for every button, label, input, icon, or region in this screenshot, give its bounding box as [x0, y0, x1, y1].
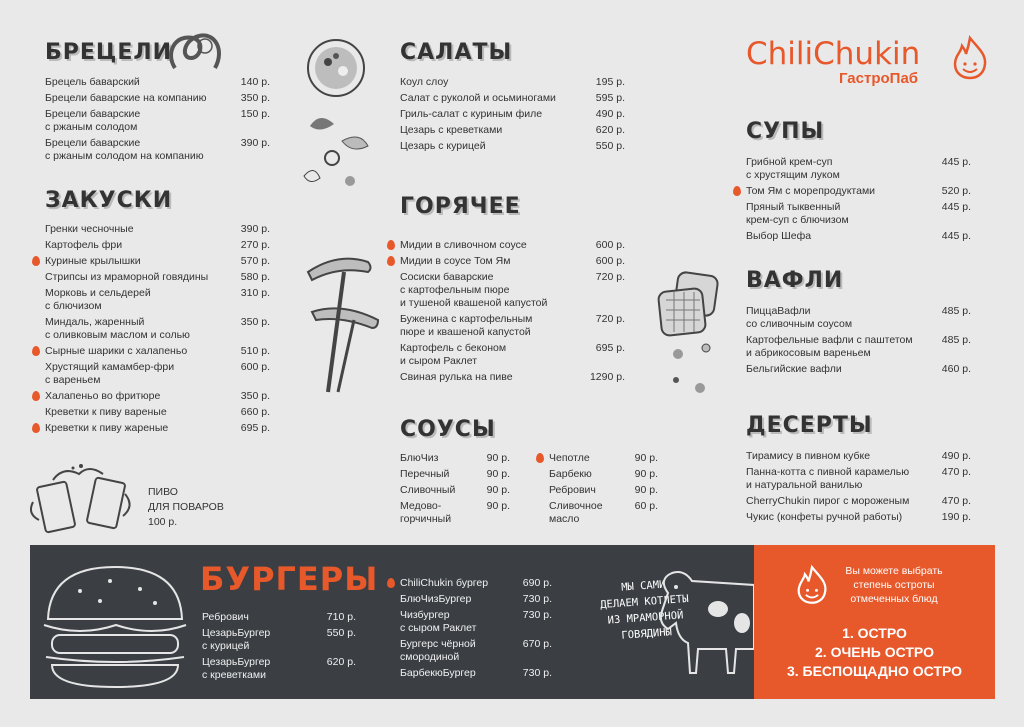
- menu-item-price: 445 р.: [941, 156, 971, 168]
- menu-item-name: ПиццаВафли со сливочным соусом: [746, 305, 853, 330]
- menu-item-price: 140 р.: [240, 76, 270, 88]
- menu-item-name: БлюЧизБургер: [400, 593, 472, 605]
- menu-item-price: 620 р.: [595, 124, 625, 136]
- menu-item-price: 310 р.: [240, 287, 270, 299]
- waffles-icon: [656, 270, 722, 400]
- menu-item-price: 720 р.: [595, 313, 625, 325]
- menu-item: [400, 484, 510, 497]
- menu-item-name: ChiliChukin бургер: [400, 577, 489, 589]
- menu-item-price: 690 р.: [522, 577, 552, 589]
- waffles-list: [746, 305, 971, 379]
- menu-item-name: БарбекюБургер: [400, 667, 476, 679]
- salad-bowl-icon: [290, 36, 380, 196]
- menu-item-price: 390 р.: [240, 223, 270, 235]
- menu-item-price: 445 р.: [941, 201, 971, 213]
- section-title-desserts: ДЕСЕРТЫ: [746, 413, 873, 438]
- menu-item: [400, 239, 625, 252]
- menu-item-price: 470 р.: [941, 466, 971, 478]
- menu-item-price: 90 р.: [486, 468, 510, 480]
- menu-item: [45, 390, 270, 403]
- menu-item: [400, 609, 552, 635]
- menu-item-price: 485 р.: [941, 305, 971, 317]
- menu-item: [549, 468, 658, 481]
- menu-item-price: 90 р.: [486, 500, 510, 512]
- menu-item-price: 600 р.: [595, 255, 625, 267]
- menu-item-name: Цезарь с креветками: [400, 124, 503, 136]
- menu-item-price: 390 р.: [240, 137, 270, 149]
- menu-item-price: 730 р.: [522, 593, 552, 605]
- spice-note: Вы можете выбрать степень остроты отмеченных блюд: [845, 565, 943, 605]
- section-title-salads: САЛАТЫ: [400, 40, 513, 65]
- spice-level-3: 3. БЕСПОЩАДНО ОСТРО: [786, 663, 963, 679]
- menu-item: [746, 201, 971, 227]
- menu-item-name: Сосиски баварские с картофельным пюре и тушеной квашеной капустой: [400, 271, 548, 309]
- menu-item: [45, 422, 270, 435]
- spicy-flame-icon: [536, 453, 544, 463]
- section-title-burgers: БУРГЕРЫ: [200, 560, 379, 598]
- menu-item: [45, 108, 270, 134]
- menu-item: [400, 452, 510, 465]
- menu-item-price: 350 р.: [240, 92, 270, 104]
- spicy-flame-icon: [387, 256, 395, 266]
- menu-item-name: Брецели баварские на компанию: [45, 92, 207, 104]
- menu-item-name: Панна-котта с пивной карамелью и натуральной ванилью: [746, 466, 910, 491]
- menu-item: [400, 108, 625, 121]
- menu-item: [746, 334, 971, 360]
- menu-item-name: Картофель с беконом и сыром Раклет: [400, 342, 507, 367]
- menu-item: [45, 239, 270, 252]
- menu-item-name: CherryChukin пирог с мороженым: [746, 495, 910, 507]
- menu-item-name: Сливочный: [400, 484, 456, 496]
- salads-list: [400, 76, 625, 156]
- menu-item-price: 550 р.: [595, 140, 625, 152]
- burger-icon: [40, 563, 190, 691]
- menu-item: [400, 500, 510, 526]
- hot-list: [400, 239, 625, 387]
- menu-item: [400, 255, 625, 268]
- menu-item: [746, 450, 971, 463]
- menu-item-price: 470 р.: [941, 495, 971, 507]
- menu-item-name: Ребрович: [202, 611, 249, 623]
- menu-item-name: Пряный тыквенный крем-суп с блючизом: [746, 201, 849, 226]
- menu-item: [45, 345, 270, 358]
- menu-item-price: 660 р.: [240, 406, 270, 418]
- menu-item: [45, 137, 270, 163]
- menu-item-name: Гриль-салат с куриным филе: [400, 108, 543, 120]
- menu-item-name: Выбор Шефа: [746, 230, 812, 242]
- brand-subtitle: ГастроПаб: [839, 70, 919, 87]
- menu-item-price: 580 р.: [240, 271, 270, 283]
- menu-item: [202, 611, 356, 624]
- beer-promo: [148, 485, 224, 530]
- menu-item-name: Брецели баварские с ржаным солодом на компанию: [45, 137, 204, 162]
- menu-item: [45, 255, 270, 268]
- menu-item: [202, 656, 356, 682]
- menu-item: [746, 495, 971, 508]
- menu-item-price: 570 р.: [240, 255, 270, 267]
- menu-item-price: 490 р.: [941, 450, 971, 462]
- menu-item-price: 695 р.: [595, 342, 625, 354]
- menu-item-name: Тирамису в пивном кубке: [746, 450, 871, 462]
- menu-item: [45, 223, 270, 236]
- menu-item-name: Морковь и сельдерей с блючизом: [45, 287, 151, 312]
- spice-level-panel: [754, 545, 995, 699]
- cow-icon: [638, 563, 754, 675]
- menu-item-name: Сливочное масло: [549, 500, 603, 525]
- menu-item-price: 90 р.: [634, 484, 658, 496]
- menu-item-name: Чукис (конфеты ручной работы): [746, 511, 903, 523]
- beer-mugs-icon: [33, 462, 133, 540]
- menu-item-name: ЦезарьБургер с креветками: [202, 656, 271, 681]
- menu-item-name: Картофельные вафли с паштетом и абрикосовым вареньем: [746, 334, 913, 359]
- menu-item-name: Медово- горчичный: [400, 500, 452, 525]
- menu-item: [45, 287, 270, 313]
- menu-item: [549, 452, 658, 465]
- menu-item: [45, 271, 270, 284]
- section-title-waffles: ВАФЛИ: [746, 268, 844, 293]
- menu-item-name: Мидии в соусе Том Ям: [400, 255, 511, 267]
- menu-item: [45, 361, 270, 387]
- chili-flame-icon: [952, 36, 988, 80]
- menu-item-name: Ребрович: [549, 484, 596, 496]
- menu-item-name: Чепотле: [549, 452, 590, 464]
- menu-item-price: 90 р.: [486, 484, 510, 496]
- menu-item-price: 595 р.: [595, 92, 625, 104]
- menu-item-price: 150 р.: [240, 108, 270, 120]
- menu-item: [549, 500, 658, 526]
- menu-item-price: 90 р.: [634, 452, 658, 464]
- burgers-list-2: [400, 577, 552, 683]
- menu-item-price: 90 р.: [634, 468, 658, 480]
- menu-item: [746, 466, 971, 492]
- menu-item-price: 190 р.: [941, 511, 971, 523]
- menu-item-price: 510 р.: [240, 345, 270, 357]
- section-title-pretzels: БРЕЦЕЛИ: [45, 40, 173, 65]
- menu-item: [746, 185, 971, 198]
- spice-level-1: 1. ОСТРО: [842, 625, 907, 641]
- brand-name: ChiliChukin: [746, 36, 921, 72]
- menu-item-price: 485 р.: [941, 334, 971, 346]
- menu-item-name: Том Ям с морепродуктами: [746, 185, 876, 197]
- menu-item-name: Хрустящий камамбер-фри с вареньем: [45, 361, 175, 386]
- brand-logo: [746, 36, 976, 96]
- menu-item-name: Коул слоу: [400, 76, 449, 88]
- burgers-list-1: [202, 611, 356, 685]
- spicy-flame-icon: [387, 240, 395, 250]
- spice-level-2: 2. ОЧЕНЬ ОСТРО: [815, 644, 934, 660]
- menu-item: [400, 76, 625, 89]
- menu-item-price: 720 р.: [595, 271, 625, 283]
- menu-item: [202, 627, 356, 653]
- menu-item-price: 195 р.: [595, 76, 625, 88]
- menu-item: [746, 511, 971, 524]
- pretzels-list: [45, 76, 270, 166]
- menu-item-price: 445 р.: [941, 230, 971, 242]
- menu-item: [400, 124, 625, 137]
- menu-item-name: Гренки чесночные: [45, 223, 134, 235]
- menu-item: [45, 406, 270, 419]
- menu-item-price: 730 р.: [522, 667, 552, 679]
- section-title-sauces: СОУСЫ: [400, 417, 496, 442]
- menu-item-price: 550 р.: [326, 627, 356, 639]
- menu-item: [400, 342, 625, 368]
- menu-item-price: 710 р.: [326, 611, 356, 623]
- menu-item: [400, 593, 552, 606]
- menu-item-name: Креветки к пиву вареные: [45, 406, 167, 418]
- cow-note: МЫ САМИ ДЕЛАЕМ КОТЛЕТЫ ИЗ МРАМОРНОЙ ГОВЯДИНЫ: [599, 578, 690, 642]
- menu-item-price: 490 р.: [595, 108, 625, 120]
- pretzel-icon: [165, 28, 227, 78]
- menu-item: [45, 92, 270, 105]
- menu-item-price: 350 р.: [240, 390, 270, 402]
- menu-item: [746, 363, 971, 376]
- menu-item: [400, 667, 552, 680]
- beer-line-1: ПИВО: [148, 486, 178, 498]
- menu-item: [400, 371, 625, 384]
- menu-item: [549, 484, 658, 497]
- menu-item-name: Картофель фри: [45, 239, 123, 251]
- menu-item: [400, 313, 625, 339]
- spicy-flame-icon: [32, 423, 40, 433]
- menu-item-name: Стрипсы из мраморной говядины: [45, 271, 209, 283]
- menu-item: [400, 92, 625, 105]
- menu-item-name: Халапеньо во фритюре: [45, 390, 161, 402]
- snacks-list: [45, 223, 270, 438]
- menu-item-name: Перечный: [400, 468, 450, 480]
- menu-item: [400, 577, 552, 590]
- menu-item-name: Бельгийские вафли: [746, 363, 842, 375]
- desserts-list: [746, 450, 971, 527]
- sausages-fork-icon: [298, 242, 388, 402]
- menu-item-price: 1290 р.: [589, 371, 625, 383]
- menu-item: [400, 140, 625, 153]
- menu-item: [746, 230, 971, 243]
- menu-item: [45, 316, 270, 342]
- menu-item-price: 60 р.: [634, 500, 658, 512]
- menu-item-name: ЦезарьБургер с курицей: [202, 627, 271, 652]
- menu-item-price: 90 р.: [486, 452, 510, 464]
- spicy-flame-icon: [387, 578, 395, 588]
- beer-price: 100 р.: [148, 516, 178, 528]
- menu-item: [400, 271, 625, 310]
- menu-item-price: 600 р.: [595, 239, 625, 251]
- menu-item-name: Креветки к пиву жареные: [45, 422, 169, 434]
- menu-item: [746, 156, 971, 182]
- menu-item-price: 270 р.: [240, 239, 270, 251]
- menu-item: [746, 305, 971, 331]
- menu-item-price: 460 р.: [941, 363, 971, 375]
- spicy-flame-icon: [32, 391, 40, 401]
- section-title-hot: ГОРЯЧЕЕ: [400, 194, 521, 219]
- menu-item-name: Миндаль, жаренный с оливковым маслом и солью: [45, 316, 190, 341]
- menu-item-name: Буженина с картофельным пюре и квашеной капустой: [400, 313, 533, 338]
- menu-item-price: 600 р.: [240, 361, 270, 373]
- menu-item-name: БлюЧиз: [400, 452, 439, 464]
- menu-item: [400, 638, 552, 664]
- menu-item-name: Куриные крылышки: [45, 255, 141, 267]
- menu-item-price: 730 р.: [522, 609, 552, 621]
- menu-item-name: Чизбургер с сыром Раклет: [400, 609, 477, 634]
- beer-line-2: ДЛЯ ПОВАРОВ: [148, 501, 224, 513]
- menu-item-name: Сырные шарики с халапеньо: [45, 345, 188, 357]
- menu-item-name: Бургерс чёрной смородиной: [400, 638, 476, 663]
- menu-item-price: 695 р.: [240, 422, 270, 434]
- menu-item: [400, 468, 510, 481]
- menu-item-name: Салат с руколой и осьминогами: [400, 92, 556, 104]
- section-title-soups: СУПЫ: [746, 119, 825, 144]
- menu-item-name: Барбекю: [549, 468, 592, 480]
- spicy-flame-icon: [32, 256, 40, 266]
- menu-item-price: 620 р.: [326, 656, 356, 668]
- spicy-flame-icon: [32, 346, 40, 356]
- spicy-flame-icon: [733, 186, 741, 196]
- menu-item-name: Мидии в сливочном соусе: [400, 239, 527, 251]
- menu-item-price: 350 р.: [240, 316, 270, 328]
- section-title-snacks: ЗАКУСКИ: [45, 188, 173, 213]
- menu-item-price: 670 р.: [522, 638, 552, 650]
- sauces-list-2: [549, 452, 658, 529]
- sauces-list-1: [400, 452, 510, 529]
- menu-item: [45, 76, 270, 89]
- burgers-panel: [30, 545, 754, 699]
- menu-item-price: 520 р.: [941, 185, 971, 197]
- menu-item-name: Брецель баварский: [45, 76, 140, 88]
- menu-item-name: Грибной крем-суп с хрустящим луком: [746, 156, 840, 181]
- menu-item-name: Свиная рулька на пиве: [400, 371, 513, 383]
- menu-item-name: Брецели баварские с ржаным солодом: [45, 108, 141, 133]
- soups-list: [746, 156, 971, 246]
- menu-item-name: Цезарь с курицей: [400, 140, 486, 152]
